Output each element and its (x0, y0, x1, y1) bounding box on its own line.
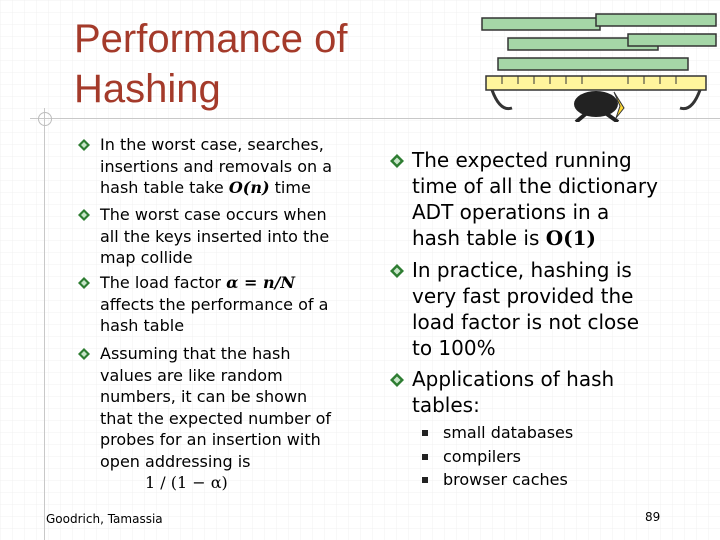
right-bullet-2 (412, 257, 639, 361)
square-bullet-icon (422, 454, 428, 460)
left-bullet-1 (100, 134, 332, 199)
left-bullet-4 (100, 343, 331, 494)
title-rule-vertical (44, 108, 45, 540)
stick-figure-clipart (478, 12, 720, 122)
bullet-diamond-icon (78, 277, 90, 289)
left-bullet-1-line-1: In the worst case, searches, (100, 135, 324, 154)
right-bullet-1-line-3: ADT operations in a (412, 200, 610, 224)
title-line-1: Performance of (74, 17, 348, 61)
math-big-o-1: O(1) (545, 226, 596, 250)
right-bullet-1-line-4 (412, 225, 658, 251)
bullet-diamond-icon (390, 154, 404, 168)
bullet-diamond-icon (78, 348, 90, 360)
sub-bullet-2: compilers (443, 447, 521, 466)
right-bullet-3 (412, 366, 614, 418)
left-bullet-2 (100, 204, 329, 269)
text-hash-table-take: hash table take (100, 178, 229, 197)
bullet-diamond-icon (78, 209, 90, 221)
left-bullet-1-line-3 (100, 177, 332, 199)
right-bullet-2-line-1: In practice, hashing is (412, 258, 632, 282)
footer-authors: Goodrich, Tamassia (46, 512, 163, 526)
math-big-o-n: O(n) (228, 178, 270, 197)
bullet-diamond-icon (390, 264, 404, 278)
left-bullet-4-line-4: that the expected number of (100, 408, 332, 428)
left-bullet-1-line-2: insertions and removals on a (100, 156, 333, 176)
right-bullet-3-line-1: Applications of hash (412, 367, 615, 391)
right-bullet-1-line-2: time of all the dictionary (412, 174, 658, 198)
left-bullet-3-line-3: hash table (100, 316, 185, 335)
text-load-factor-prefix: The load factor (100, 273, 227, 292)
right-bullet-1-line-1: The expected running (412, 148, 632, 172)
text-time: time (269, 178, 311, 197)
right-bullet-3-line-2: tables: (412, 393, 480, 417)
slide-title (74, 14, 347, 114)
left-bullet-4-line-5: probes for an insertion with (100, 430, 321, 449)
left-bullet-4-line-1: Assuming that the hash (100, 344, 291, 363)
left-bullet-4-line-3: numbers, it can be shown (100, 387, 308, 406)
right-bullet-1 (412, 147, 658, 251)
page-number: 89 (645, 510, 661, 524)
left-bullet-2-line-3: map collide (100, 248, 193, 267)
right-bullet-2-line-2: very fast provided the (412, 284, 634, 308)
left-bullet-2-line-2: all the keys inserted into the (100, 226, 330, 246)
left-bullet-3-line-2: affects the performance of a (100, 294, 329, 314)
left-bullet-3 (100, 272, 328, 337)
left-bullet-4-line-2: values are like random (100, 365, 283, 385)
right-bullet-2-line-3: load factor is not close (412, 310, 640, 334)
right-bullet-2-line-4: to 100% (412, 336, 496, 360)
square-bullet-icon (422, 430, 428, 436)
left-bullet-4-line-6: open addressing is (100, 451, 251, 471)
left-bullet-3-line-1 (100, 272, 328, 294)
sub-bullet-3: browser caches (443, 470, 568, 489)
bullet-diamond-icon (390, 373, 404, 387)
sub-bullet-1: small databases (443, 423, 574, 442)
title-line-2: Hashing (74, 67, 221, 111)
bullet-diamond-icon (78, 139, 90, 151)
math-load-factor: α = n/N (226, 273, 296, 292)
text-hash-table-is: hash table is (412, 226, 546, 250)
square-bullet-icon (422, 477, 428, 483)
corner-circle-decoration (38, 112, 52, 126)
left-bullet-2-line-1: The worst case occurs when (100, 205, 327, 224)
math-formula: 1 / (1 − α) (145, 473, 228, 492)
